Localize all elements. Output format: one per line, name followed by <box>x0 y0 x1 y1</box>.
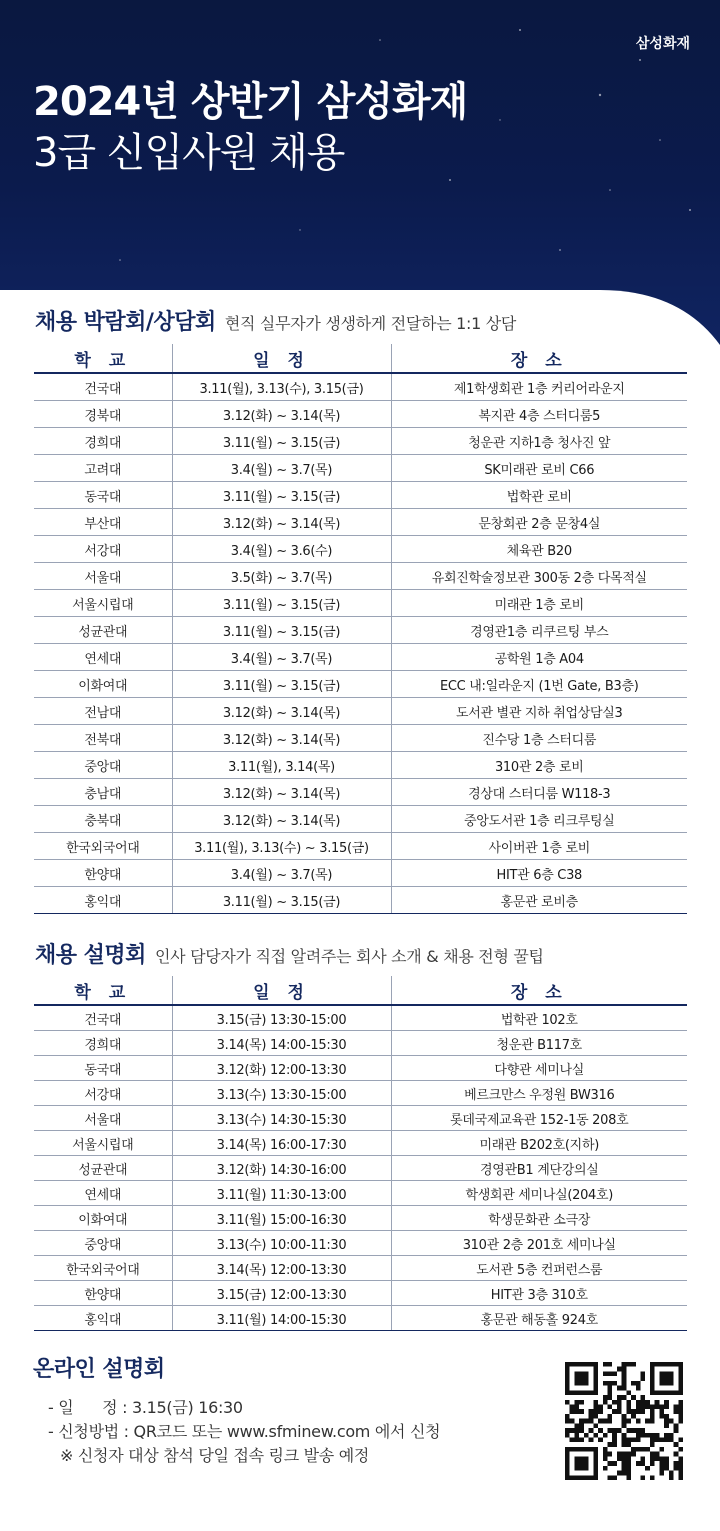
info-table <box>34 976 687 1331</box>
expo-section-header <box>35 305 516 336</box>
info-column-header: 장 소 <box>391 976 687 1005</box>
table-row <box>34 860 687 887</box>
location-cell: 유회진학술정보관 300동 2층 다목적실 <box>391 563 687 590</box>
school-cell: 서울시립대 <box>34 590 172 617</box>
online-note: ※ 신청자 대상 참석 당일 접속 링크 발송 예정 <box>60 1446 370 1465</box>
table-row <box>34 509 687 536</box>
title-line-1: 2024년 상반기 삼성화재 <box>33 79 468 125</box>
schedule-cell: 3.12(화) ~ 3.14(목) <box>172 401 391 428</box>
brand-logo-text: 삼성화재 <box>635 36 690 52</box>
location-cell: 복지관 4층 스터디룸5 <box>391 401 687 428</box>
location-cell: 법학관 로비 <box>391 482 687 509</box>
online-schedule: - 일 정 : 3.15(금) 16:30 <box>48 1398 243 1417</box>
location-cell: 경영관B1 계단강의실 <box>391 1156 687 1181</box>
location-cell: 진수당 1층 스터디룸 <box>391 725 687 752</box>
schedule-cell: 3.13(수) 13:30-15:00 <box>172 1081 391 1106</box>
info-column-header: 일 정 <box>172 976 391 1005</box>
school-cell: 중앙대 <box>34 1231 172 1256</box>
location-cell: 미래관 B202호(지하) <box>391 1131 687 1156</box>
table-row <box>34 563 687 590</box>
expo-table <box>34 344 687 914</box>
table-row <box>34 1056 687 1081</box>
location-cell: 사이버관 1층 로비 <box>391 833 687 860</box>
table-row <box>34 671 687 698</box>
schedule-cell: 3.12(화) ~ 3.14(목) <box>172 725 391 752</box>
location-cell: 홍문관 해동홀 924호 <box>391 1306 687 1331</box>
location-cell: SK미래관 로비 C66 <box>391 455 687 482</box>
schedule-cell: 3.13(수) 14:30-15:30 <box>172 1106 391 1131</box>
schedule-cell: 3.12(화) 14:30-16:00 <box>172 1156 391 1181</box>
qr-code[interactable] <box>565 1362 683 1480</box>
location-cell: 미래관 1층 로비 <box>391 590 687 617</box>
location-cell: 중앙도서관 1층 리크루팅실 <box>391 806 687 833</box>
info-heading: 채용 설명회 <box>35 943 146 968</box>
school-cell: 부산대 <box>34 509 172 536</box>
location-cell: 법학관 102호 <box>391 1005 687 1031</box>
school-cell: 충북대 <box>34 806 172 833</box>
table-row <box>34 1281 687 1306</box>
location-cell: ECC 내:일라운지 (1번 Gate, B3층) <box>391 671 687 698</box>
schedule-cell: 3.11(월), 3.14(목) <box>172 752 391 779</box>
table-row <box>34 373 687 401</box>
table-row <box>34 1031 687 1056</box>
school-cell: 한국외국어대 <box>34 1256 172 1281</box>
online-details <box>48 1396 440 1468</box>
school-cell: 이화여대 <box>34 671 172 698</box>
school-cell: 중앙대 <box>34 752 172 779</box>
table-row <box>34 536 687 563</box>
expo-column-header: 장 소 <box>391 344 687 373</box>
table-row <box>34 1256 687 1281</box>
school-cell: 경희대 <box>34 428 172 455</box>
schedule-cell: 3.11(월), 3.13(수) ~ 3.15(금) <box>172 833 391 860</box>
info-section-header <box>35 938 544 969</box>
school-cell: 한양대 <box>34 1281 172 1306</box>
location-cell: 도서관 별관 지하 취업상담실3 <box>391 698 687 725</box>
schedule-cell: 3.11(월) 11:30-13:00 <box>172 1181 391 1206</box>
expo-table-body <box>34 373 687 914</box>
school-cell: 전남대 <box>34 698 172 725</box>
schedule-cell: 3.4(월) ~ 3.7(목) <box>172 860 391 887</box>
school-cell: 연세대 <box>34 644 172 671</box>
school-cell: 건국대 <box>34 1005 172 1031</box>
schedule-cell: 3.15(금) 13:30-15:00 <box>172 1005 391 1031</box>
table-row <box>34 428 687 455</box>
schedule-cell: 3.14(목) 12:00-13:30 <box>172 1256 391 1281</box>
table-row <box>34 590 687 617</box>
page-title <box>33 78 467 180</box>
table-row <box>34 887 687 914</box>
table-row <box>34 1081 687 1106</box>
schedule-cell: 3.12(화) ~ 3.14(목) <box>172 509 391 536</box>
schedule-cell: 3.4(월) ~ 3.6(수) <box>172 536 391 563</box>
school-cell: 서울시립대 <box>34 1131 172 1156</box>
location-cell: 다향관 세미나실 <box>391 1056 687 1081</box>
location-cell: 문창회관 2층 문창4실 <box>391 509 687 536</box>
table-row <box>34 617 687 644</box>
school-cell: 서울대 <box>34 1106 172 1131</box>
location-cell: 경상대 스터디룸 W118-3 <box>391 779 687 806</box>
school-cell: 한국외국어대 <box>34 833 172 860</box>
schedule-cell: 3.11(월) ~ 3.15(금) <box>172 617 391 644</box>
school-cell: 전북대 <box>34 725 172 752</box>
location-cell: 도서관 5층 컨퍼런스룸 <box>391 1256 687 1281</box>
schedule-cell: 3.14(목) 16:00-17:30 <box>172 1131 391 1156</box>
online-apply-method: - 신청방법 : QR코드 또는 www.sfminew.com 에서 신청 <box>48 1422 441 1441</box>
school-cell: 성균관대 <box>34 1156 172 1181</box>
schedule-cell: 3.11(월) ~ 3.15(금) <box>172 590 391 617</box>
table-row <box>34 1005 687 1031</box>
hero-banner <box>0 0 720 345</box>
table-row <box>34 1131 687 1156</box>
school-cell: 경북대 <box>34 401 172 428</box>
table-row <box>34 1181 687 1206</box>
school-cell: 성균관대 <box>34 617 172 644</box>
schedule-cell: 3.11(월) ~ 3.15(금) <box>172 428 391 455</box>
location-cell: 롯데국제교육관 152-1동 208호 <box>391 1106 687 1131</box>
location-cell: 학생문화관 소극장 <box>391 1206 687 1231</box>
table-row <box>34 1306 687 1331</box>
schedule-cell: 3.12(화) ~ 3.14(목) <box>172 806 391 833</box>
table-row <box>34 1106 687 1131</box>
expo-heading: 채용 박람회/상담회 <box>35 310 216 335</box>
table-row <box>34 833 687 860</box>
location-cell: HIT관 3층 310호 <box>391 1281 687 1306</box>
school-cell: 경희대 <box>34 1031 172 1056</box>
location-cell: 홍문관 로비층 <box>391 887 687 914</box>
school-cell: 고려대 <box>34 455 172 482</box>
school-cell: 서강대 <box>34 536 172 563</box>
school-cell: 서강대 <box>34 1081 172 1106</box>
schedule-cell: 3.14(목) 14:00-15:30 <box>172 1031 391 1056</box>
expo-column-header: 학 교 <box>34 344 172 373</box>
table-row <box>34 806 687 833</box>
schedule-cell: 3.4(월) ~ 3.7(목) <box>172 455 391 482</box>
info-subheading: 인사 담당자가 직접 알려주는 회사 소개 & 채용 전형 꿀팁 <box>155 947 544 966</box>
school-cell: 연세대 <box>34 1181 172 1206</box>
table-row <box>34 482 687 509</box>
schedule-cell: 3.15(금) 12:00-13:30 <box>172 1281 391 1306</box>
schedule-cell: 3.11(월) 15:00-16:30 <box>172 1206 391 1231</box>
location-cell: HIT관 6층 C38 <box>391 860 687 887</box>
location-cell: 제1학생회관 1층 커리어라운지 <box>391 373 687 401</box>
location-cell: 공학원 1층 A04 <box>391 644 687 671</box>
schedule-cell: 3.11(월) ~ 3.15(금) <box>172 887 391 914</box>
school-cell: 이화여대 <box>34 1206 172 1231</box>
schedule-cell: 3.13(수) 10:00-11:30 <box>172 1231 391 1256</box>
online-heading: 온라인 설명회 <box>33 1357 165 1382</box>
table-row <box>34 725 687 752</box>
table-row <box>34 1231 687 1256</box>
location-cell: 학생회관 세미나실(204호) <box>391 1181 687 1206</box>
school-cell: 건국대 <box>34 373 172 401</box>
location-cell: 청운관 지하1층 청사진 앞 <box>391 428 687 455</box>
schedule-cell: 3.11(월) ~ 3.15(금) <box>172 482 391 509</box>
schedule-cell: 3.4(월) ~ 3.7(목) <box>172 644 391 671</box>
schedule-cell: 3.11(월) 14:00-15:30 <box>172 1306 391 1331</box>
title-line-2: 3급 신입사원 채용 <box>33 130 345 176</box>
table-row <box>34 752 687 779</box>
school-cell: 홍익대 <box>34 887 172 914</box>
location-cell: 310관 2층 로비 <box>391 752 687 779</box>
table-row <box>34 698 687 725</box>
school-cell: 충남대 <box>34 779 172 806</box>
table-row <box>34 779 687 806</box>
location-cell: 체육관 B20 <box>391 536 687 563</box>
expo-header-row <box>34 344 687 373</box>
school-cell: 동국대 <box>34 482 172 509</box>
schedule-cell: 3.12(화) ~ 3.14(목) <box>172 779 391 806</box>
info-table-body <box>34 1005 687 1331</box>
table-row <box>34 644 687 671</box>
schedule-cell: 3.11(월) ~ 3.15(금) <box>172 671 391 698</box>
location-cell: 경영관1층 리쿠르팅 부스 <box>391 617 687 644</box>
info-header-row <box>34 976 687 1005</box>
info-column-header: 학 교 <box>34 976 172 1005</box>
schedule-cell: 3.12(화) 12:00-13:30 <box>172 1056 391 1081</box>
expo-column-header: 일 정 <box>172 344 391 373</box>
location-cell: 청운관 B117호 <box>391 1031 687 1056</box>
school-cell: 한양대 <box>34 860 172 887</box>
location-cell: 310관 2층 201호 세미나실 <box>391 1231 687 1256</box>
schedule-cell: 3.11(월), 3.13(수), 3.15(금) <box>172 373 391 401</box>
table-row <box>34 1206 687 1231</box>
location-cell: 베르크만스 우정원 BW316 <box>391 1081 687 1106</box>
table-row <box>34 401 687 428</box>
table-row <box>34 1156 687 1181</box>
school-cell: 서울대 <box>34 563 172 590</box>
school-cell: 홍익대 <box>34 1306 172 1331</box>
expo-subheading: 현직 실무자가 생생하게 전달하는 1:1 상담 <box>224 314 517 333</box>
school-cell: 동국대 <box>34 1056 172 1081</box>
schedule-cell: 3.5(화) ~ 3.7(목) <box>172 563 391 590</box>
schedule-cell: 3.12(화) ~ 3.14(목) <box>172 698 391 725</box>
table-row <box>34 455 687 482</box>
